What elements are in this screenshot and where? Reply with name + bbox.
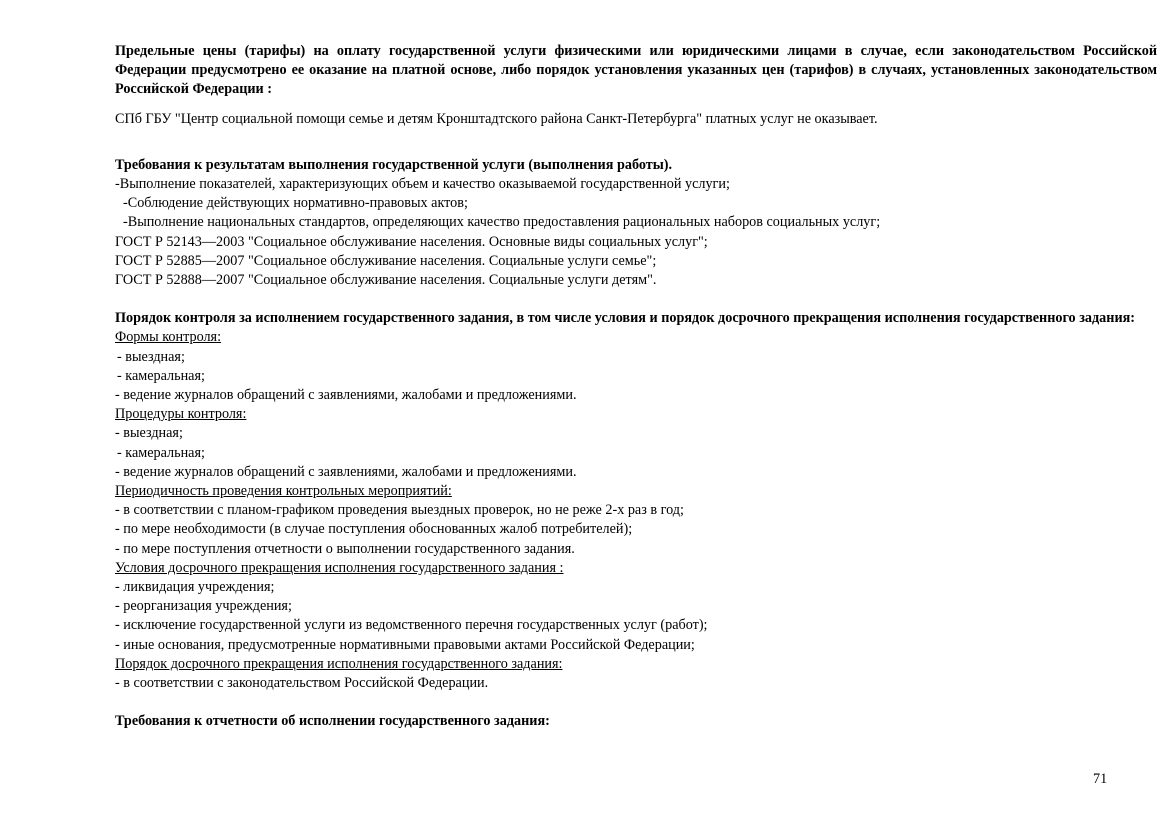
procedures-item: - ведение журналов обращений с заявлениями, жалобами и предложениями.: [115, 463, 577, 480]
forms-item: - камеральная;: [117, 367, 205, 384]
periodicity-item: - по мере необходимости (в случае поступления обоснованных жалоб потребителей);: [115, 521, 633, 538]
procedures-item: - выездная;: [115, 425, 183, 442]
termination-order-title: Порядок досрочного прекращения исполнения государственного задания:: [115, 655, 563, 672]
reporting-heading: Требования к отчетности об исполнении государственного задания:: [115, 713, 550, 730]
periodicity-item: - по мере поступления отчетности о выполнении государственного задания.: [115, 540, 575, 557]
document-page: [115, 42, 1157, 732]
procedures-item: - камеральная;: [117, 444, 205, 461]
gost-item: ГОСТ Р 52888—2007 "Социальное обслуживание населения. Социальные услуги детям".: [115, 272, 657, 289]
termination-conditions-title: Условия досрочного прекращения исполнения государственного задания :: [115, 559, 564, 576]
procedures-title: Процедуры контроля:: [115, 406, 247, 423]
termination-condition-item: - ликвидация учреждения;: [115, 579, 275, 596]
forms-item: - выездная;: [117, 348, 185, 365]
forms-title: Формы контроля:: [115, 329, 222, 346]
termination-condition-item: - исключение государственной услуги из ведомственного перечня государственных услуг (работ);: [115, 617, 708, 634]
requirements-heading: Требования к результатам выполнения государственной услуги (выполнения работы).: [115, 156, 673, 173]
termination-condition-item: - иные основания, предусмотренные нормативными правовыми актами Российской Федерации;: [115, 636, 695, 653]
page-number: 71: [1093, 771, 1108, 787]
gost-item: ГОСТ Р 52143—2003 "Социальное обслуживание населения. Основные виды социальных услуг";: [115, 233, 708, 250]
requirements-item: -Соблюдение действующих нормативно-правовых актов;: [123, 195, 468, 212]
periodicity-item: - в соответствии с планом-графиком проведения выездных проверок, но не реже 2-х раз в год;: [115, 502, 684, 519]
forms-item: - ведение журналов обращений с заявлениями, жалобами и предложениями.: [115, 387, 577, 404]
requirements-item: -Выполнение показателей, характеризующих объем и качество оказываемой государственной услуги;: [115, 176, 730, 193]
termination-order-item: - в соответствии с законодательством Российской Федерации.: [115, 675, 489, 692]
periodicity-title: Периодичность проведения контрольных мероприятий:: [115, 483, 452, 500]
termination-condition-item: - реорганизация учреждения;: [115, 598, 292, 615]
requirements-item: -Выполнение национальных стандартов, определяющих качество предоставления рациональных наборов социальных услуг;: [123, 214, 881, 231]
prices-heading: Предельные цены (тарифы) на оплату государственной услуги физическими или юридическими лицами в случае, если законодательством Российской Федерации предусмотрено ее оказание на платной основе, либо порядок установления указанных цен (тарифов) в случаях, установленных законодательством Российской Федерации :: [115, 43, 1157, 98]
control-heading: Порядок контроля за исполнением государственного задания, в том числе условия и порядок досрочного прекращения исполнения государственного задания:: [115, 310, 1136, 327]
gost-item: ГОСТ Р 52885—2007 "Социальное обслуживание населения. Социальные услуги семье";: [115, 252, 657, 269]
prices-text: СПб ГБУ "Центр социальной помощи семье и детям Кронштадтского района Санкт-Петербурга" платных услуг не оказывает.: [115, 110, 878, 127]
